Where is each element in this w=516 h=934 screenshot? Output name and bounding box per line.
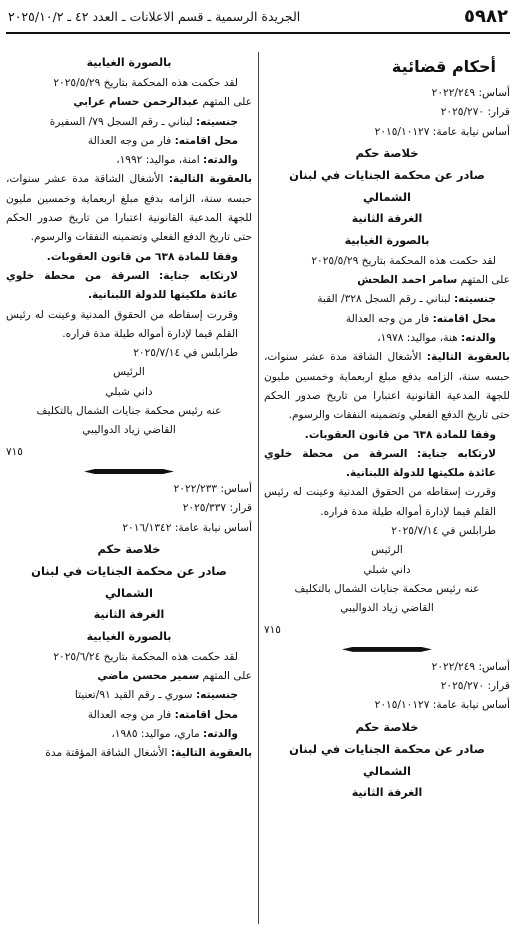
basis: أساس: ٢٠٢٢/٢٣٣ [173, 482, 252, 495]
notice-number: ٧١٥ [264, 623, 281, 636]
penalty-label: بالعقوبة التالية: [168, 173, 252, 186]
nationality-value: لبناني ـ رقم السجل ٣٢٨/ القبة [317, 293, 451, 306]
residence-line [264, 310, 510, 329]
running-title: الجريدة الرسمية ـ قسم الاعلانات ـ العدد ٤٢ ـ ٢٠٢٥/١٠/٢ [8, 9, 301, 24]
crime-text: السرقة من محطة خلوي عائدة ملكيتها للدولة اللبنانية. [264, 447, 496, 480]
nationality-value: لبناني ـ رقم السجل ٧٩/ السفيرة [49, 115, 193, 128]
ruling-line: لقد حكمت هذه المحكمة بتاريخ ٢٠٢٥/٥/٢٩ [53, 77, 238, 89]
court-name: صادر عن محكمة الجنايات في لبنان الشمالي [289, 741, 485, 778]
deprivation-paragraph: وقررت إسقاطه من الحقوق المدنية وعينت له رئيس القلم قيما لإدارة أمواله طيلة مدة فراره. [6, 308, 238, 340]
nationality-line [264, 290, 510, 309]
summary-title: خلاصة حكم [355, 145, 419, 160]
place-date: طرابلس في ٢٠٢٥/٧/١٤ [391, 525, 496, 538]
separator-ornament [264, 640, 510, 658]
prosecution-basis: أساس نيابة عامة: ٢٠١٦/١٣٤٢ [122, 521, 252, 534]
mother-line [6, 151, 252, 170]
mother-line [6, 725, 252, 744]
decision: قرار: ٢٠٢٥/٣٣٧ [182, 502, 252, 515]
left-column [6, 52, 252, 764]
basis: أساس: ٢٠٢٢/٢٤٩ [431, 660, 510, 673]
accused-name: عبدالرحمن حسام عرابي [73, 96, 200, 109]
nationality-label: جنسيته: [453, 293, 496, 306]
residence-label: محل اقامته: [174, 708, 238, 721]
summary-title: خلاصة حكم [97, 541, 161, 556]
accused-prefix: على المتهم [202, 670, 252, 683]
prosecution-basis: أساس نيابة عامة: ٢٠١٥/١٠١٢٧ [374, 699, 510, 712]
penalty-label: بالعقوبة التالية: [170, 747, 252, 760]
article-line: وفقا للمادة ٦٣٨ من قانون العقوبات. [46, 250, 238, 263]
judge-name: القاضي زياد الدواليبي [340, 602, 434, 615]
mother-value: امنة، مواليد: ١٩٩٢، [116, 154, 200, 167]
penalty-paragraph [6, 744, 252, 763]
accused-name: سامر احمد الطحش [357, 274, 458, 287]
section-title: أحكام قضائية [391, 57, 496, 76]
chamber: الغرفة الثانية [93, 607, 165, 621]
mother-label: والدته: [203, 728, 238, 741]
nationality-value: سوري ـ رقم القيد ٩١/تعنيتا [74, 689, 193, 702]
crime-label: لارتكابه جناية: [159, 269, 238, 282]
on-behalf-line: عنه رئيس محكمة جنايات الشمال بالتكليف [36, 405, 222, 418]
mother-value: ماري، مواليد: ١٩٨٥، [111, 728, 200, 741]
judge-name: القاضي زياد الدواليبي [82, 424, 176, 437]
crime-label: لارتكابه جناية: [417, 447, 496, 460]
court-name: صادر عن محكمة الجنايات في لبنان الشمالي [289, 167, 485, 204]
nationality-label: جنسيته: [195, 115, 238, 128]
notice-number: ٧١٥ [6, 445, 23, 458]
penalty-label: بالعقوبة التالية: [426, 351, 510, 364]
penalty-text: الأشغال الشاقة المؤقتة مدة [45, 747, 168, 760]
ruling-line: لقد حكمت هذه المحكمة بتاريخ ٢٠٢٥/٦/٢٤ [53, 650, 238, 663]
basis: أساس: ٢٠٢٢/٢٤٩ [431, 87, 510, 99]
mother-line [264, 329, 510, 348]
accused-name: سمير محسن ماضي [97, 670, 200, 683]
column-divider [258, 52, 259, 924]
accused-line [264, 271, 510, 290]
residence-line [6, 706, 252, 725]
mother-label: والدته: [203, 154, 238, 167]
residence-value: فار من وجه العدالة [87, 134, 172, 147]
judgment-form: بالصورة الغيابية [344, 233, 430, 247]
judgment-entry [6, 52, 252, 480]
president-name: داني شبلي [105, 385, 153, 398]
president-name: داني شبلي [363, 563, 411, 576]
page-number: ٥٩٨٢ [464, 6, 508, 27]
accused-prefix: على المتهم [460, 274, 510, 287]
on-behalf-line: عنه رئيس محكمة جنايات الشمال بالتكليف [294, 582, 480, 595]
article-line: وفقا للمادة ٦٣٨ من قانون العقوبات. [304, 428, 496, 441]
deprivation-paragraph: وقررت إسقاطه من الحقوق المدنية وعينت له رئيس القلم قيما لإدارة أمواله طيلة مدة فراره. [264, 486, 496, 518]
accused-line [6, 667, 252, 686]
judgment-entry [264, 658, 510, 804]
accused-prefix: على المتهم [202, 96, 252, 109]
penalty-paragraph [264, 348, 510, 425]
decision: قرار: ٢٠٢٥/٢٧٠ [440, 106, 510, 119]
residence-line [6, 132, 252, 151]
nationality-line [6, 113, 252, 132]
residence-label: محل اقامته: [174, 134, 238, 147]
penalty-text: الأشغال الشاقة مدة عشر سنوات، حبسه سنة، الزامه بدفع مبلغ اربعماية وخمسين مليون للجهة المدعية القانونية اعتبارا من تاريخ صدور الحكم حتى تاريخ الدفع الفعلي وتضمينه النفقات والرسوم. [264, 351, 510, 422]
mother-label: والدته: [461, 332, 496, 345]
crime-text: السرقة من محطة خلوي عائدة ملكيتها للدولة اللبنانية. [6, 269, 238, 302]
ruling-line: لقد حكمت هذه المحكمة بتاريخ ٢٠٢٥/٥/٢٩ [311, 254, 496, 267]
penalty-paragraph [6, 170, 252, 247]
decision: قرار: ٢٠٢٥/٢٧٠ [440, 680, 510, 693]
chamber: الغرفة الثانية [351, 785, 423, 799]
crime-paragraph [6, 267, 252, 306]
mother-value: هنة، مواليد: ١٩٧٨، [377, 332, 458, 345]
president-title: الرئيس [371, 544, 403, 557]
right-column [264, 52, 510, 804]
residence-value: فار من وجه العدالة [345, 312, 430, 325]
residence-value: فار من وجه العدالة [87, 708, 172, 721]
nationality-line [6, 686, 252, 705]
judgment-entry [6, 480, 252, 764]
president-title: الرئيس [113, 366, 145, 379]
residence-label: محل اقامته: [432, 312, 496, 325]
judgment-form: بالصورة الغيابية [86, 56, 172, 69]
penalty-text: الأشغال الشاقة مدة عشر سنوات، حبسه سنة، الزامه بدفع مبلغ اربعماية وخمسين مليون للجهة المدعية القانونية اعتبارا من تاريخ صدور الحكم حتى تاريخ الدفع الفعلي وتضمينه النفقات والرسوم. [6, 173, 252, 244]
summary-title: خلاصة حكم [355, 719, 419, 734]
crime-paragraph [264, 445, 510, 484]
chamber: الغرفة الثانية [351, 211, 423, 225]
page-header [6, 6, 510, 34]
place-date: طرابلس في ٢٠٢٥/٧/١٤ [133, 347, 238, 360]
court-name: صادر عن محكمة الجنايات في لبنان الشمالي [31, 563, 227, 600]
judgment-entry [264, 84, 510, 658]
separator-ornament [6, 462, 252, 480]
nationality-label: جنسيته: [195, 689, 238, 702]
accused-line [6, 93, 252, 112]
judgment-form: بالصورة الغيابية [86, 629, 172, 643]
prosecution-basis: أساس نيابة عامة: ٢٠١٥/١٠١٢٧ [374, 125, 510, 138]
